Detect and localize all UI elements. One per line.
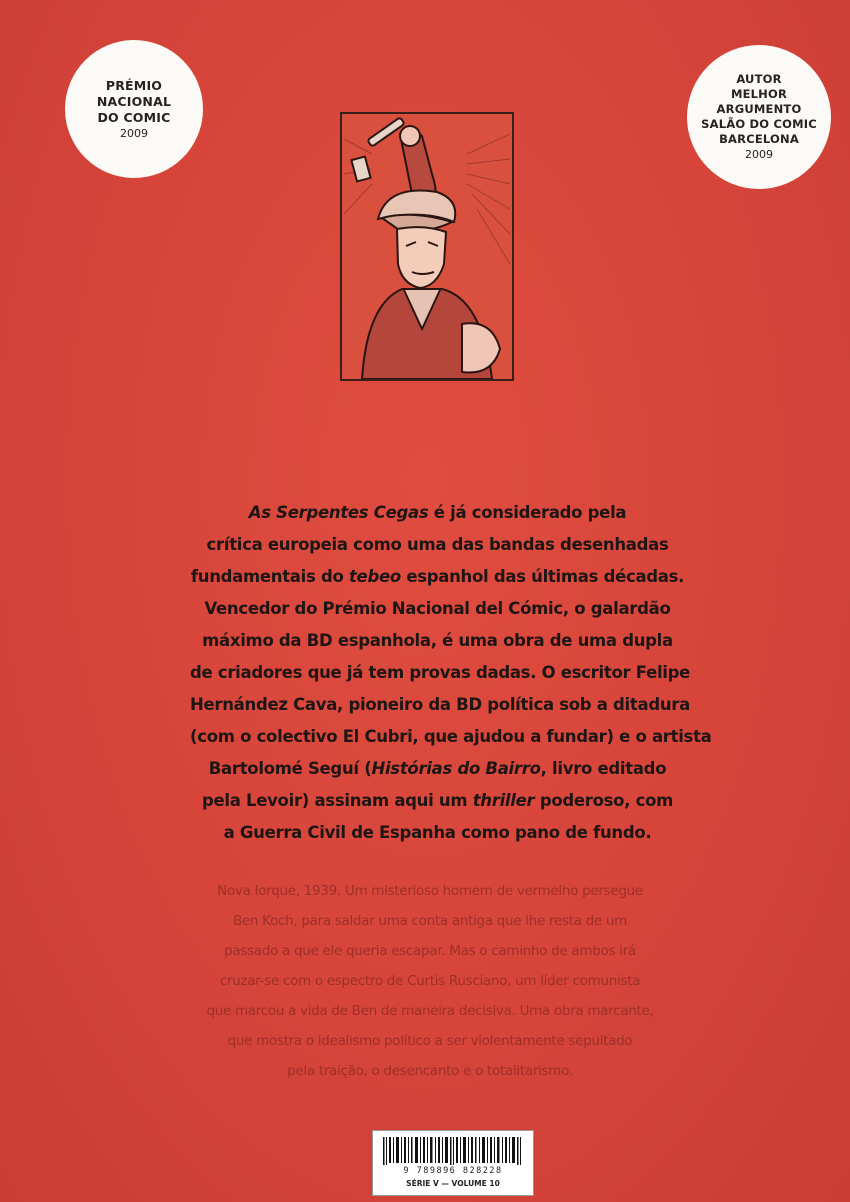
plot-line: pela traição, o desencanto e o totalitarismo. <box>287 1063 573 1079</box>
badge-line: BARCELONA <box>719 132 799 146</box>
synopsis-line <box>190 753 685 785</box>
badge-line: AUTOR <box>736 72 782 86</box>
synopsis-line <box>190 561 685 593</box>
plot-line: Nova Iorque, 1939. Um misterioso homem de vermelho persegue <box>217 883 643 899</box>
synopsis-line <box>190 497 685 529</box>
text-span: poderoso, com <box>534 791 674 810</box>
plot-summary <box>185 876 675 1086</box>
plot-line: que marcou a vida de Ben de maneira decisiva. Uma obra marcante, <box>206 1003 654 1019</box>
hammer-man-illustration <box>340 112 514 381</box>
synopsis-line: crítica europeia como uma das bandas desenhadas <box>206 535 669 554</box>
plot-line: cruzar-se com o espectro de Curtis Rusciano, um líder comunista <box>219 973 641 989</box>
badge-line: MELHOR <box>730 87 788 101</box>
badge-line: NACIONAL <box>96 93 172 109</box>
synopsis-line: Hernández Cava, pioneiro da BD política sob a ditadura <box>190 695 690 714</box>
badge-line: ARGUMENTO <box>716 102 802 116</box>
text-span: thriller <box>472 791 535 810</box>
text-span: tebeo <box>348 567 401 586</box>
text-span: é já considerado pela <box>428 503 627 522</box>
text-span: pela Levoir) assinam aqui um <box>201 791 473 810</box>
plot-line: Ben Koch, para saldar uma conta antiga que lhe resta de um <box>232 913 628 929</box>
badge-year: 2009 <box>120 126 148 140</box>
synopsis-line: de criadores que já tem provas dadas. O escritor Felipe <box>190 663 691 682</box>
book-title: As Serpentes Cegas <box>248 503 429 522</box>
synopsis-line <box>190 785 685 817</box>
synopsis-line: (com o colectivo El Cubri, que ajudou a fundar) e o artista <box>190 727 712 746</box>
award-badge-national-prize <box>70 45 198 173</box>
badge-line: DO COMIC <box>97 109 171 125</box>
barcode-label <box>372 1130 534 1196</box>
text-span: espanhol das últimas décadas. <box>400 567 685 586</box>
synopsis-line: máximo da BD espanhola, é uma obra de uma dupla <box>202 631 673 650</box>
synopsis-text <box>190 497 712 849</box>
plot-line: passado a que ele queria escapar. Mas o caminho de ambos irá <box>224 943 636 959</box>
text-span: Bartolomé Seguí ( <box>208 759 372 778</box>
illustration-drawing <box>342 114 512 379</box>
plot-line: que mostra o idealismo político a ser violentamente sepultado <box>227 1033 633 1049</box>
text-span: Histórias do Bairro <box>371 759 541 778</box>
text-span: , livro editado <box>540 759 667 778</box>
isbn-digits: 9 789896 828228 <box>403 1166 503 1176</box>
synopsis-line: a Guerra Civil de Espanha como pano de fundo. <box>223 823 652 842</box>
badge-line: SALÃO DO COMIC <box>701 117 817 131</box>
barcode-bars <box>383 1137 523 1165</box>
synopsis-line: Vencedor do Prémio Nacional del Cómic, o galardão <box>204 599 671 618</box>
award-badge-best-script <box>692 50 826 184</box>
badge-year: 2009 <box>745 148 773 161</box>
series-volume: SÉRIE V — VOLUME 10 <box>406 1179 500 1188</box>
badge-line: PRÉMIO <box>105 77 163 93</box>
text-span: fundamentais do <box>190 567 349 586</box>
